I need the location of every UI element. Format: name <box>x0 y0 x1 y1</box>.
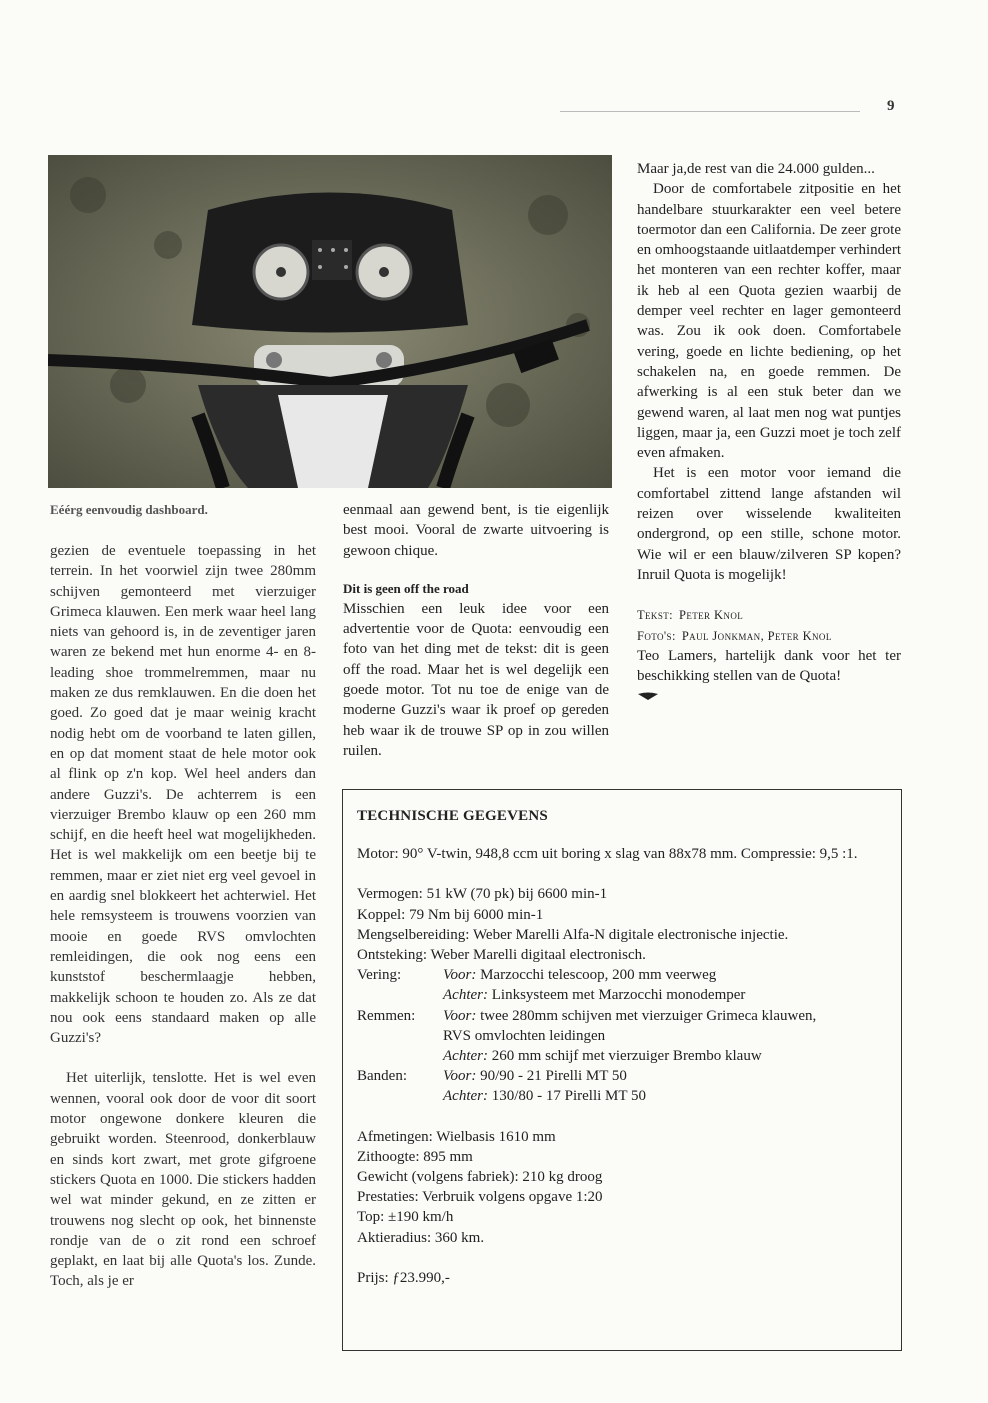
spec-vering-achter <box>357 985 887 1005</box>
photo-caption: Eéérg eenvoudig dashboard. <box>50 502 208 517</box>
end-mark-icon <box>637 688 901 708</box>
page-number: 9 <box>887 98 895 114</box>
col2-intro: eenmaal aan gewend bent, is tie eigenlijk best mooi. Vooral de zwarte uitvoering is gewoon chique. <box>343 502 609 559</box>
spec-label: Banden: <box>357 1068 407 1085</box>
credit-text-value: Peter Knol <box>679 608 744 623</box>
column-1 <box>50 541 316 1292</box>
col3-paragraph: Door de comfortabele zitpositie en het handelbare stuurkarakter een veel betere toermotor dan een California. De zeer grote en omhoogstaande uitlaatdemper verhindert het monteren van een rechter koffer, maar ik heb al een Quota gezien waarbij de demper veel rechter en lager gemonteerd was. Zou ik ook doen. Comfortabele vering, goede en lichte bediening, op het schakelen na, en goede remmen. De afwerking is al een stuk beter dan we gewend waren, al laat men nog wat puntjes liggen, maar ja, een Guzzi moet je toch zelf even afmaken. <box>637 181 901 462</box>
spec-prestaties: Prestaties: Verbruik volgens opgave 1:20 <box>357 1189 603 1206</box>
credit-photo-label: Foto's: <box>637 628 676 643</box>
spec-prijs: Prijs: ƒ23.990,- <box>357 1269 450 1286</box>
spec-remmen-cont <box>357 1026 887 1046</box>
spec-label: Vering: <box>357 967 402 984</box>
spec-remmen <box>357 1006 887 1026</box>
spec-banden-achter <box>357 1086 887 1106</box>
spec-sublabel: Voor: <box>443 967 477 984</box>
header-rule <box>560 111 860 112</box>
spec-actieradius: Aktieradius: 360 km. <box>357 1229 485 1246</box>
spec-ontsteking: Ontsteking: Weber Marelli digitaal electronisch. <box>357 947 646 964</box>
spec-remmen-achter <box>357 1046 887 1066</box>
spec-sublabel: Voor: <box>443 1007 477 1024</box>
spec-top: Top: ±190 km/h <box>357 1209 454 1226</box>
spec-value: 260 mm schijf met vierzuiger Brembo klauw <box>491 1048 762 1065</box>
technical-specs-box <box>342 789 902 1351</box>
thanks-note: Teo Lamers, hartelijk dank voor het ter beschikking stellen van de Quota! <box>637 647 901 685</box>
spec-zithoogte: Zithoogte: 895 mm <box>357 1148 473 1165</box>
col1-paragraph: gezien de eventuele toepassing in het terrein. In het voorwiel zijn twee 280mm schijven gemonteerd met vierzuiger Grimeca klauwen. Een merk waar heel lang niets van gehoord is, in de zeventiger jaren waren ze bekend met hun enorme 4- en 8-leading shoe trommelremmen, maar nu maken ze dus remklauwen. En die doen het goed. Zo goed dat je maar weinig kracht nodig hebt om de voorband te laten gillen, en op dat moment staat de hele motor ook al flink op z'n kop. Wel heel anders dan andere Guzzi's. De achterrem is een vierzuiger Brembo klauw op een 260 mm schijf, en die heeft heel wat mogelijkheden. Het is wel makkelijk om een beetje bij te remmen, maar er ziet niet erg veel gevoel in en aardig snel blokkeert het achterwiel. Het hele remsysteem is trouwens voorzien van mooie en goede RVS omvlochten remleidingen, die ook nog eens een kunststof beschermlaagje hebben, makkelijk schoon te houden zo. Als ze dat nou ook eens standaard maken op alle Guzzi's? <box>50 543 316 1047</box>
spec-sublabel: Achter: <box>443 1048 488 1065</box>
spec-koppel: Koppel: 79 Nm bij 6000 min-1 <box>357 906 544 923</box>
spec-vermogen: Vermogen: 51 kW (70 pk) bij 6600 min-1 <box>357 886 608 903</box>
col2-body: Misschien een leuk idee voor een advertentie voor de Quota: eenvoudig een foto van het ding met de tekst: dit is geen off the road. Maar het is wel degelijk een goede motor. Tot nu toe de enige van de moderne Guzzi's waar ik proef op gereden heb waar ik de trouwe SP op in zou willen ruilen. <box>343 600 609 759</box>
spec-banden <box>357 1066 887 1086</box>
spec-value: Linksysteem met Marzocchi monodemper <box>491 987 746 1004</box>
col3-paragraph: Maar ja,de rest van die 24.000 gulden... <box>637 161 875 177</box>
spec-vering <box>357 965 887 985</box>
section-heading: Dit is geen off the road <box>343 580 469 596</box>
spec-sublabel: Achter: <box>443 1088 488 1105</box>
credits <box>637 605 901 646</box>
spec-value: 130/80 - 17 Pirelli MT 50 <box>491 1088 647 1105</box>
spec-afmetingen: Afmetingen: Wielbasis 1610 mm <box>357 1128 556 1145</box>
credit-text-label: Tekst: <box>637 608 674 623</box>
col1-paragraph: Het uiterlijk, tenslotte. Het is wel even wennen, vooral ook door de voor dit soort motor ongewone donkere kleuren die gebruikt worden. Steenrood, donkerblauw en sinds kort zwart, met grote gifgroene stickers Quota en 1000. Die stickers hadden wel wat minder gekund, en ze zitten er trouwens nog slecht op ook, het binnenste rondje van de o zit rond een schroef geplakt, en laat bij alle Quota's los. Zunde. Toch, als je er <box>50 1070 316 1290</box>
spec-sublabel: Voor: <box>443 1068 477 1085</box>
dashboard-photo-illustration <box>48 155 612 488</box>
spec-value: RVS omvlochten leidingen <box>443 1027 606 1044</box>
column-3 <box>637 159 901 709</box>
credit-photo-value: Paul Jonkman, Peter Knol <box>681 628 832 643</box>
spec-gewicht: Gewicht (volgens fabriek): 210 kg droog <box>357 1169 603 1186</box>
spec-value: 90/90 - 21 Pirelli MT 50 <box>480 1068 627 1085</box>
spec-sublabel: Achter: <box>443 987 488 1004</box>
specs-title: TECHNISCHE GEGEVENS <box>357 808 548 824</box>
spec-label: Remmen: <box>357 1007 416 1024</box>
col3-paragraph: Het is een motor voor iemand die comfortabel zittend lange afstanden wil reizen over wisselende kwaliteiten ondergrond, op een stille, schone motor. Wie wil er een blauw/zilveren SP kopen? Inruil Quota is mogelijk! <box>637 465 901 583</box>
spec-mengsel: Mengselbereiding: Weber Marelli Alfa-N digitale electronische injectie. <box>357 926 789 943</box>
dashboard-photo <box>48 155 612 488</box>
spec-motor: Motor: 90° V-twin, 948,8 ccm uit boring x slag van 88x78 mm. Compressie: 9,5 :1. <box>357 846 858 863</box>
spec-value: Marzocchi telescoop, 200 mm veerweg <box>480 967 717 984</box>
column-2 <box>343 500 609 761</box>
spec-value: twee 280mm schijven met vierzuiger Grimeca klauwen, <box>480 1007 817 1024</box>
